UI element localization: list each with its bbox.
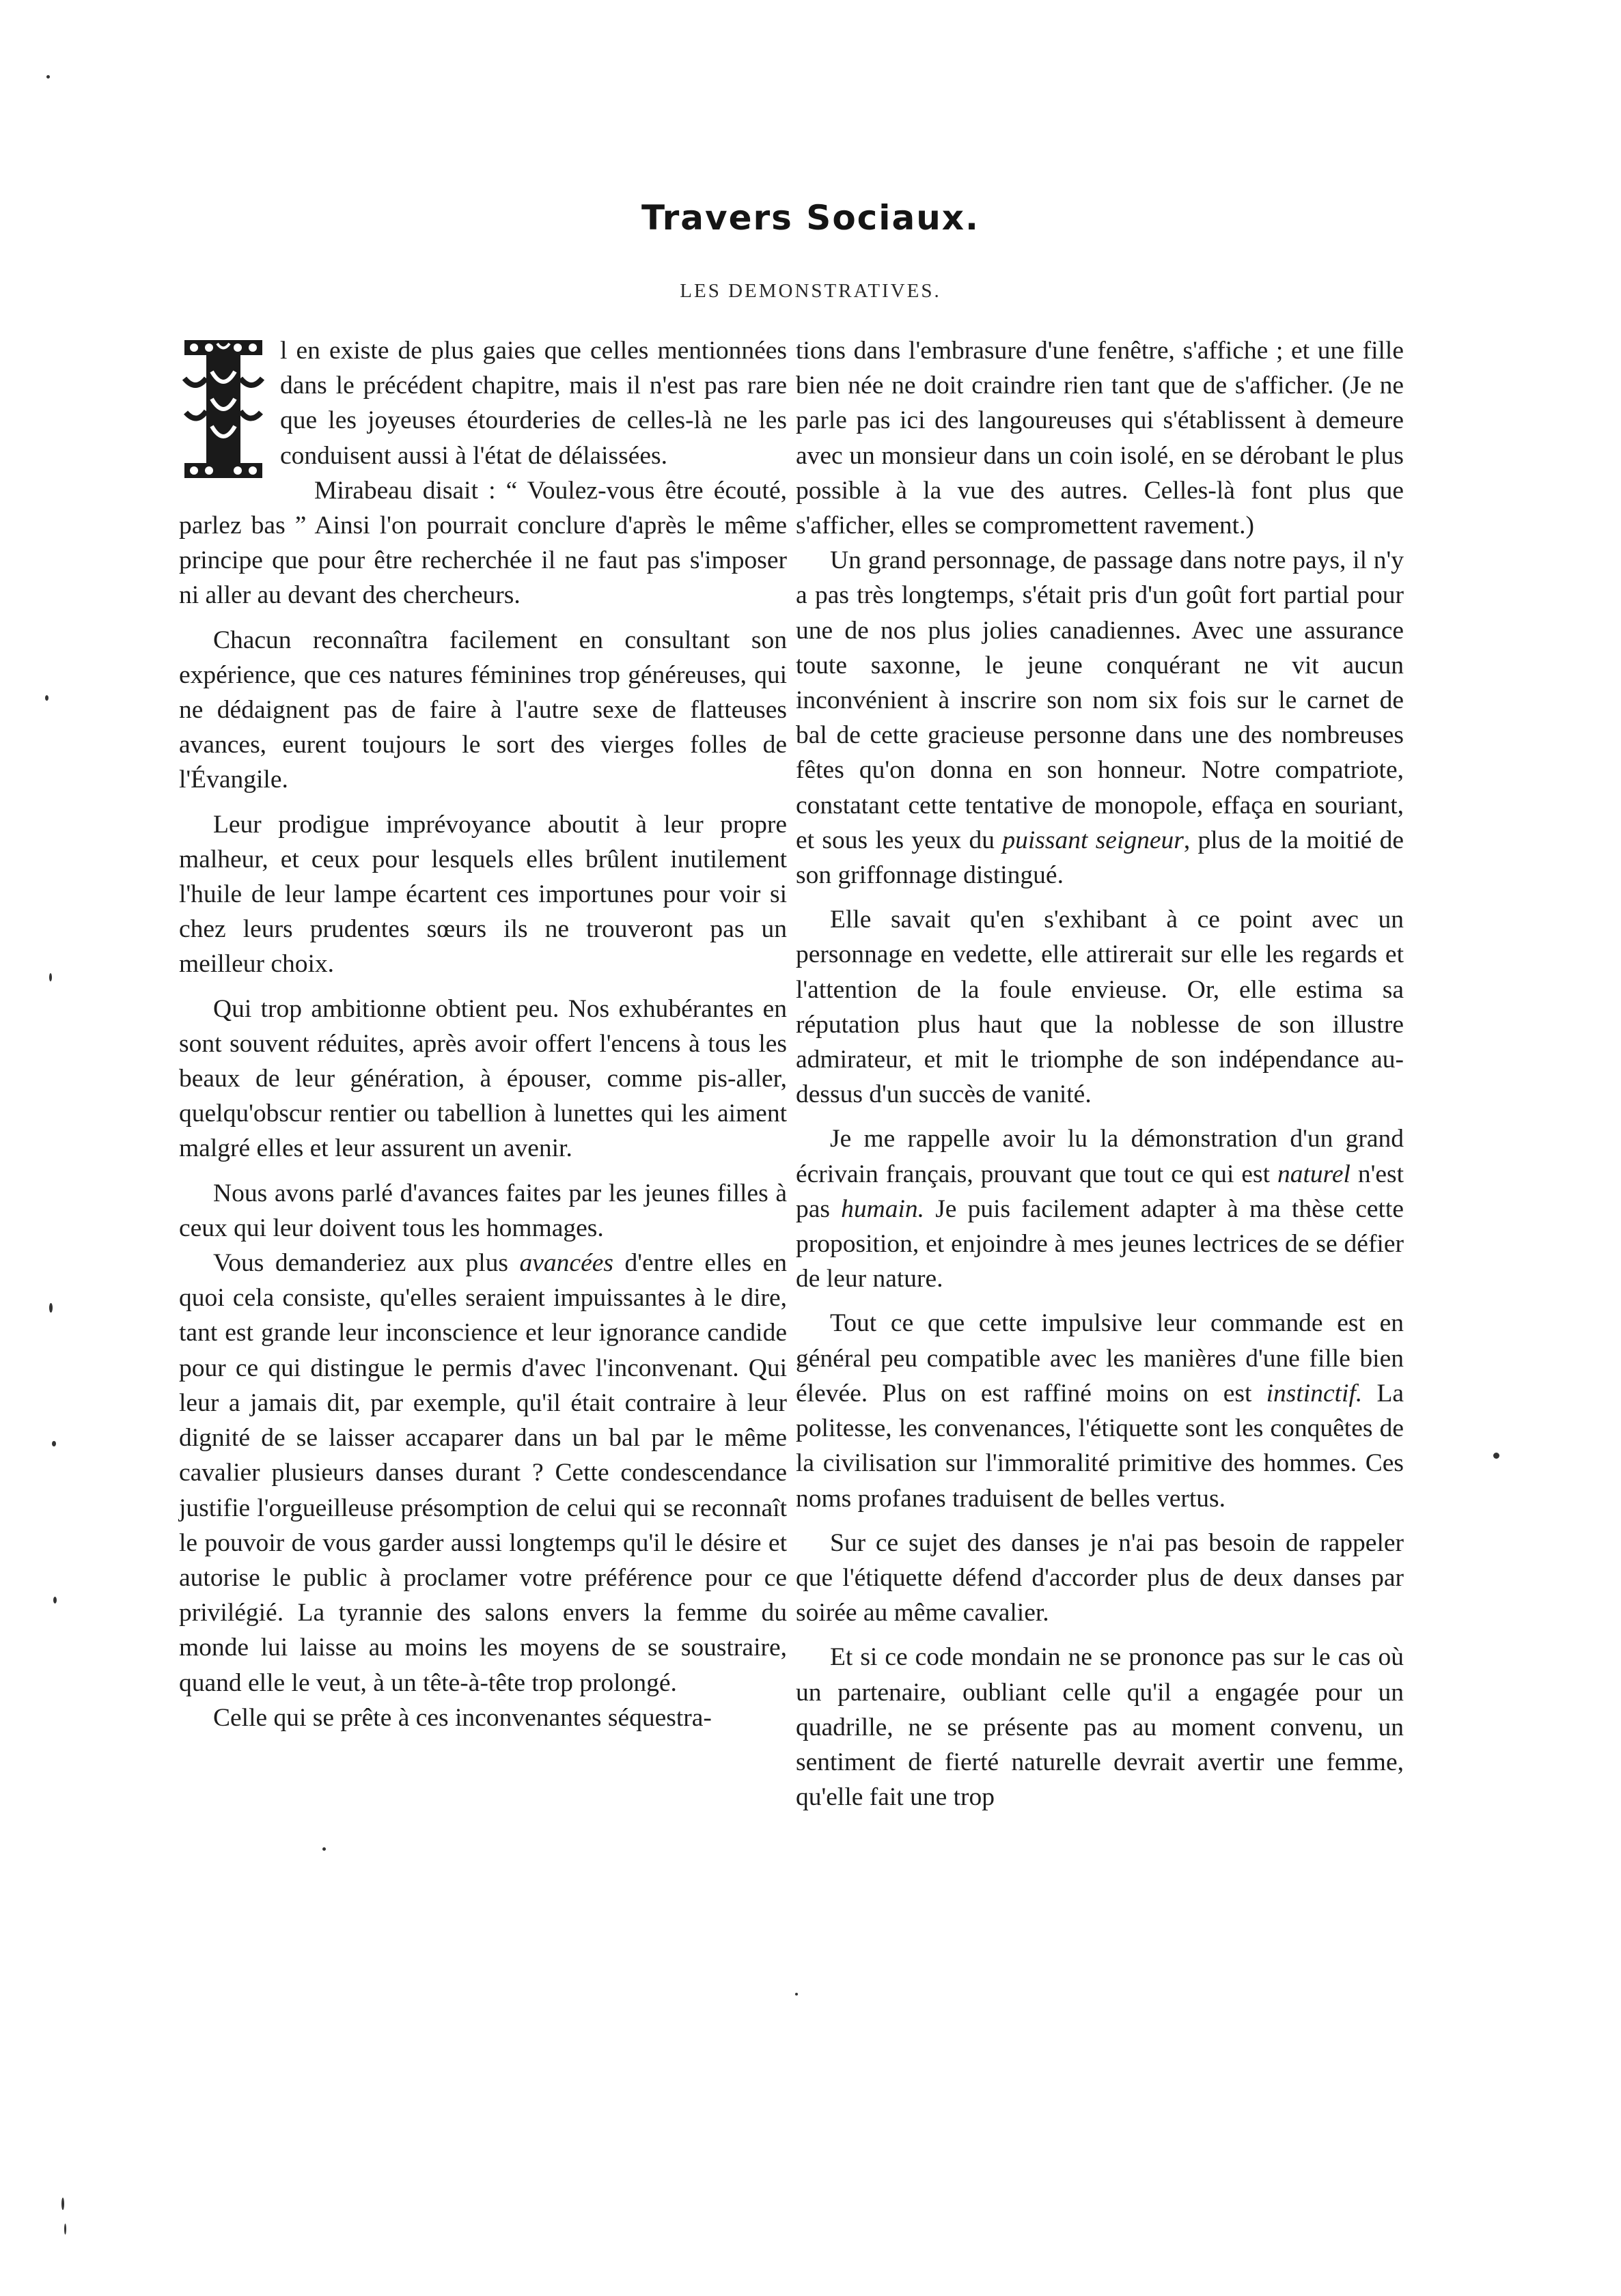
paragraph: l en existe de plus gaies que celles mentionnées dans le précédent chapitre, mais il n'est pas rare que les joyeuses étourderies de celles-là ne les conduisent aussi à l'état de délaissées. [179,333,787,473]
paragraph: Chacun reconnaîtra facilement en consultant son expérience, que ces natures féminines trop généreuses, qui ne dédaignent pas de faire à l'autre sexe de flatteuses avances, eurent toujours le sort des vierges folles de l'Évangile. [179,626,787,794]
article-title: Travers Sociaux. [641,198,980,238]
paragraph: Celle qui se prête à ces inconvenantes séquestra- [213,1703,712,1732]
emphasis: avancées [519,1249,613,1278]
emphasis: puissant seigneur [1002,826,1184,854]
margin-speck [53,1597,57,1604]
ornamental-initial-i-icon [179,337,268,481]
emphasis: instinctif. [1266,1379,1363,1408]
paragraph: Sur ce sujet des danses je n'ai pas besoin de rappeler que l'étiquette défend d'accorder plus de deux danses par soirée au même cavalier. [796,1528,1404,1627]
right-column [796,333,1404,1849]
paragraph: Je me rappelle avoir lu la démonstration d'un grand écrivain français, prouvant que tout ce qui est naturel n'est pas humain. Je puis facilement adapter à ma thèse cette proposition, et enjoindre à mes jeunes lectrices de se défier de leur nature. [796,1125,1404,1293]
margin-speck [49,973,52,981]
paragraph: Elle savait qu'en s'exhibant à ce point avec un personnage en vedette, elle attirerait sur elle les regards et l'attention de la foule envieuse. Or, elle estima sa réputation plus haut que la noblesse de son illustre admirateur, et mit le triomphe de son indépendance au-dessus d'un succès de vanité. [796,906,1404,1109]
margin-speck [1493,1453,1499,1459]
paragraph: Qui trop ambitionne obtient peu. Nos exhubérantes en sont souvent réduites, après avoir offert l'encens à tous les beaux de leur génération, à épouser, comme pis-aller, quelqu'obscur rentier ou tabellion à lunettes qui les aiment malgré elles et leur assurent un avenir. [179,994,787,1163]
paragraph: Nous avons parlé d'avances faites par les jeunes filles à ceux qui leur doivent tous les hommages. [179,1179,787,1242]
paragraph: Un grand personnage, de passage dans notre pays, il n'y a pas très longtemps, s'était pris d'un goût fort partial pour une de nos plus jolies canadiennes. Avec une assurance toute saxonne, le jeune conquérant ne vit aucun inconvénient à inscrire son nom six fois sur le carnet de bal de cette gracieuse personne dans une des nombreuses fêtes qu'on donna en son honneur. Notre compatriote, constatant cette tentative de monopole, effaça en souriant, et sous les yeux du puissant seigneur, plus de la moitié de son griffonnage distingué. [796,546,1404,890]
margin-speck [795,1993,798,1996]
paragraph: Tout ce que cette impulsive leur commande est en général peu compatible avec les manières d'une fille bien élevée. Plus on est raffiné moins on est instinctif. La politesse, les convenances, l'étiquette sont les conquêtes de la civilisation sur l'immoralité primitive des hommes. Ces noms profanes traduisent de belles vertus. [796,1309,1404,1513]
margin-speck [61,2198,64,2210]
margin-speck [64,2224,66,2235]
margin-speck [322,1847,326,1851]
paragraph: Leur prodigue imprévoyance aboutit à leur propre malheur, et ceux pour lesquels elles brûlent inutilement l'huile de leur lampe écartent ces importunes pour voir si chez leurs prudentes sœurs ils ne trouveront pas un meilleur choix. [179,810,787,979]
article-subtitle: LES DEMONSTRATIVES. [680,280,941,302]
margin-speck [46,75,50,79]
left-column [179,333,787,1849]
paragraph: tions dans l'embrasure d'une fenêtre, s'affiche ; et une fille bien née ne doit craindre rien tant que de s'afficher. (Je ne parle pas ici des langoureuses qui s'établissent à demeure avec un monsieur dans un coin isolé, en se dérobant le plus possible à la vue des autres. Celles-là font plus que s'afficher, elles se compromettent ravement.) [796,337,1404,540]
margin-speck [52,1441,56,1446]
margin-speck [45,695,49,701]
margin-speck [49,1303,53,1313]
emphasis: naturel [1277,1160,1350,1188]
paragraph: Et si ce code mondain ne se prononce pas sur le cas où un partenaire, oubliant celle qu'il a engagée pour un quadrille, ne se présente pas au moment convenu, un sentiment de fierté naturelle devrait avertir une femme, qu'elle fait une trop [796,1643,1404,1812]
paragraph: Mirabeau disait : “ Voulez-vous être écouté, parlez bas ” Ainsi l'on pourrait conclure d'après le même principe que pour être recherchée il ne faut pas s'imposer ni aller au devant des chercheurs. [179,476,787,610]
emphasis: humain. [841,1194,925,1223]
paragraph: Vous demanderiez aux plus avancées d'entre elles en quoi cela consiste, qu'elles seraient impuissantes à le dire, tant est grande leur inconscience et leur ignorance candide pour ce qui distingue le permis d'avec l'inconvenant. Qui leur a jamais dit, par exemple, qu'il était contraire à leur dignité de se laisser accaparer dans un bal par le même cavalier plusieurs danses durant ? Cette condescendance justifie l'orgueilleuse présomption de celui qui se reconnaît le pouvoir de vous garder aussi longtemps qu'il le désire et autorise le public à proclamer votre préférence pour ce privilégié. La tyrannie des salons envers la femme du monde lui laisse au moins les moyens de se soustraire, quand elle le veut, à un tête-à-tête trop prolongé. [179,1249,787,1697]
